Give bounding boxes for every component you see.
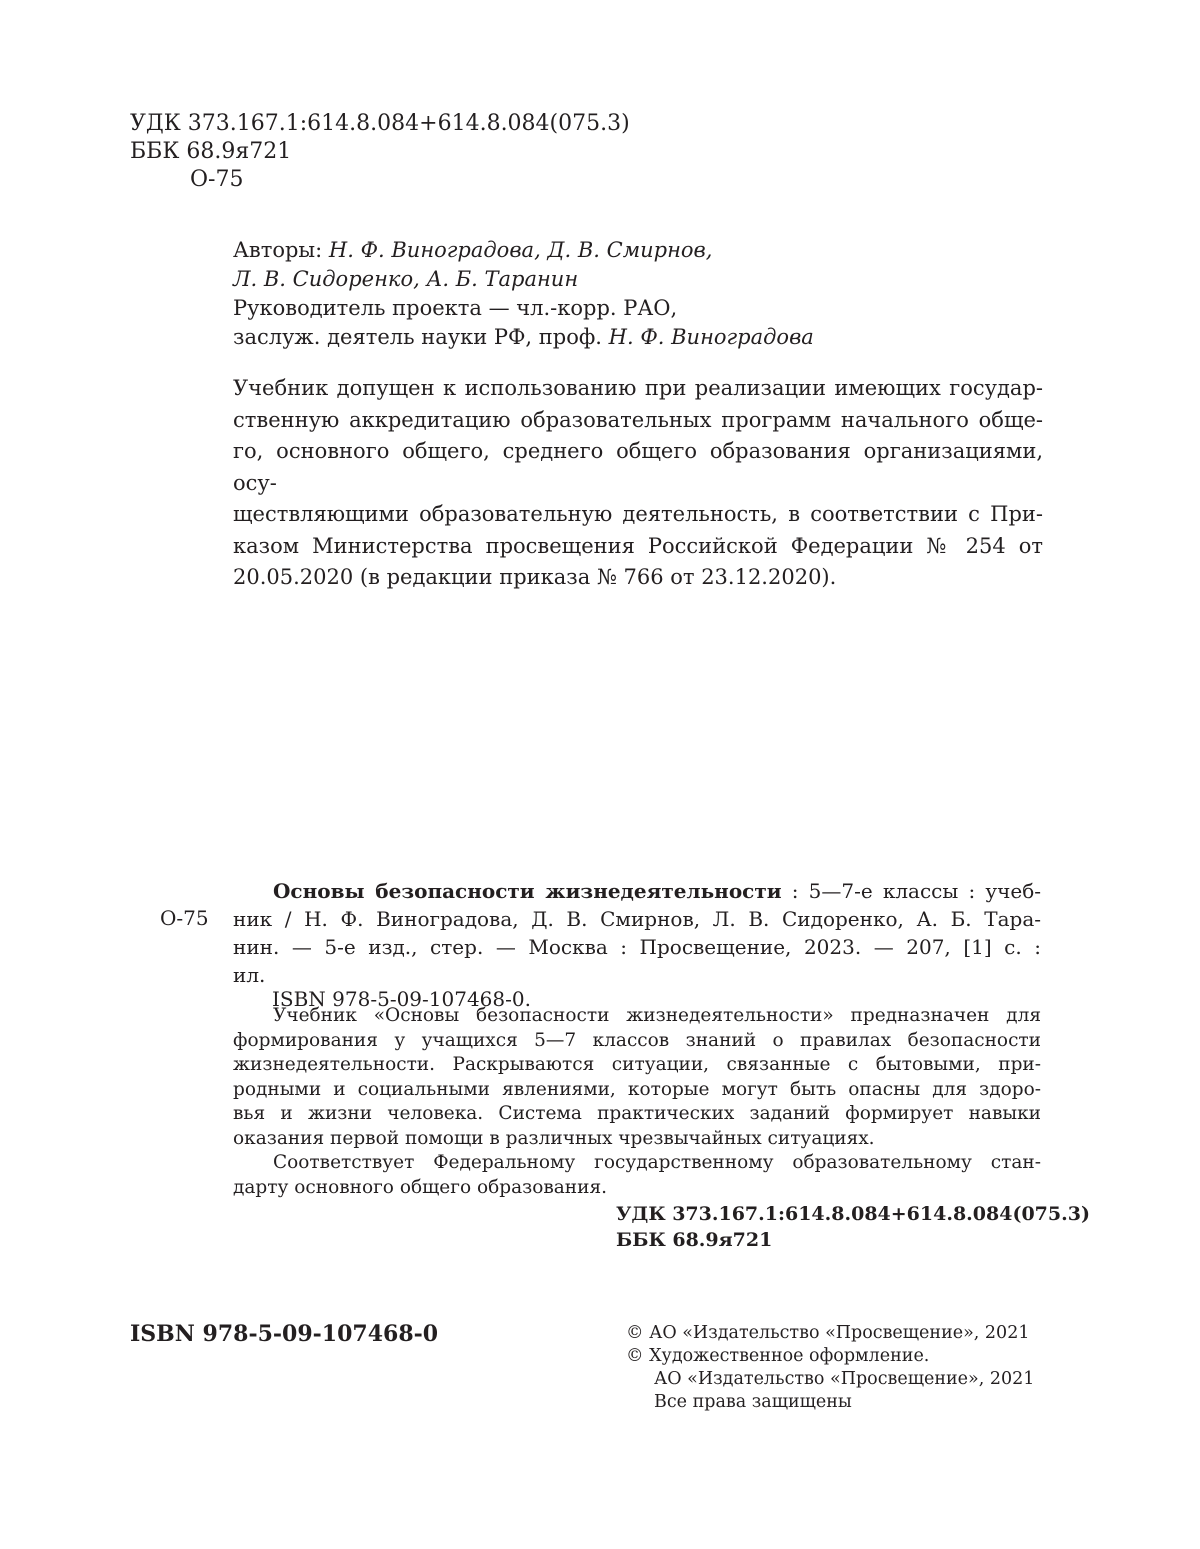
project-leader-name: Н. Ф. Виноградова xyxy=(608,325,814,349)
authors-block xyxy=(233,236,814,352)
authors-line-1 xyxy=(233,236,814,265)
approval-line: го, основного общего, среднего общего образования организациями, осу- xyxy=(233,439,1043,495)
top-bbk-code: ББК 68.9я721 xyxy=(130,139,292,164)
annotation-line: жизнедеятельности. Раскрываются ситуации, связанные с бытовыми, при- xyxy=(233,1054,1041,1075)
biblio-isbn: ISBN 978-5-09-107468-0. xyxy=(272,987,531,1011)
annotation-line: родными и социальными явлениями, которые могут быть опасны для здоро- xyxy=(233,1078,1041,1100)
annotation-line: Учебник «Основы безопасности жизнедеятельности» предназначен для xyxy=(273,1005,1041,1026)
copyright-line-1: © АО «Издательство «Просвещение», 2021 xyxy=(626,1323,1030,1343)
authors-names-2: Л. В. Сидоренко, А. Б. Таранин xyxy=(233,267,579,291)
approval-line: Учебник допущен к использованию при реализации имеющих государ- xyxy=(233,376,1043,400)
biblio-line-1 xyxy=(233,877,1041,905)
book-title: Основы безопасности жизнедеятельности xyxy=(273,879,782,903)
authors-label: Авторы: xyxy=(233,238,323,262)
biblio-line-1-rest: : 5—7-е классы : учеб- xyxy=(781,879,1041,903)
biblio-line-3: нин. — 5-е изд., стер. — Москва : Просвещение, 2023. — 207, [1] с. : xyxy=(233,935,1041,959)
approval-line: ственную аккредитацию образовательных программ начального обще- xyxy=(233,407,1043,432)
project-leader-line-1: Руководитель проекта — чл.-корр. РАО, xyxy=(233,296,678,320)
annotation-line: вья и жизни человека. Система практических заданий формирует навыки xyxy=(233,1103,1041,1124)
annotation-block xyxy=(233,1004,1041,1200)
biblio-line-2: ник / Н. Ф. Виноградова, Д. В. Смирнов, Л. В. Сидоренко, А. Б. Тара- xyxy=(233,907,1041,931)
standard-line: дарту основного общего образования. xyxy=(233,1176,607,1198)
biblio-author-sign: О-75 xyxy=(160,906,209,930)
top-author-sign: О-75 xyxy=(190,167,244,192)
copyright-line-3: АО «Издательство «Просвещение», 2021 xyxy=(654,1369,1035,1389)
approval-paragraph xyxy=(233,373,1043,594)
copyright-line-4: Все права защищены xyxy=(654,1392,852,1412)
authors-names-1: Н. Ф. Виноградова, Д. В. Смирнов, xyxy=(328,238,713,262)
isbn-main: ISBN 978-5-09-107468-0 xyxy=(130,1321,439,1347)
approval-line: ществляющими образовательную деятельность, в соответствии с При- xyxy=(233,502,1043,526)
project-leader-line-2 xyxy=(233,323,814,352)
bottom-classification-block xyxy=(616,1201,1090,1253)
bottom-udk-code: УДК 373.167.1:614.8.084+614.8.084(075.3) xyxy=(616,1203,1090,1225)
top-udk-code: УДК 373.167.1:614.8.084+614.8.084(075.3) xyxy=(130,111,630,136)
copyright-line-2: © Художественное оформление. xyxy=(626,1346,930,1366)
annotation-line: оказания первой помощи в различных чрезвычайных ситуациях. xyxy=(233,1127,875,1149)
copyright-block xyxy=(626,1322,1034,1414)
top-classification-block xyxy=(130,110,630,194)
biblio-line-4: ил. xyxy=(233,963,266,987)
annotation-line: формирования у учащихся 5—7 классов знаний о правилах безопасности xyxy=(233,1029,1041,1051)
project-leader-title: заслуж. деятель науки РФ, проф. xyxy=(233,325,602,349)
approval-line: казом Министерства просвещения Российской Федерации № 254 от xyxy=(233,533,1043,558)
standard-line: Соответствует Федеральному государственному образовательному стан- xyxy=(273,1152,1041,1173)
bottom-bbk-code: ББК 68.9я721 xyxy=(616,1229,773,1251)
bibliographic-record xyxy=(233,877,1041,989)
approval-line: 20.05.2020 (в редакции приказа № 766 от 23.12.2020). xyxy=(233,565,837,589)
